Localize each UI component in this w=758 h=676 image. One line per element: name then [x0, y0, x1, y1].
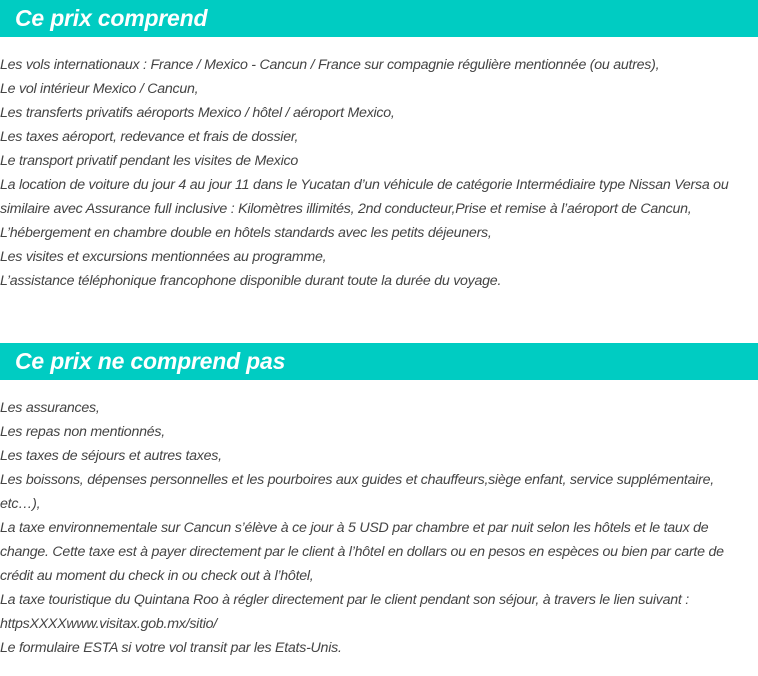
list-item: L’assistance téléphonique francophone disponible durant toute la durée du voyage.	[0, 273, 502, 289]
list-item: Les visites et excursions mentionnées au programme,	[0, 249, 327, 265]
excluded-items-list	[0, 396, 752, 660]
list-item: La taxe touristique du Quintana Roo à régler directement par le client pendant son séjour, à travers le lien suivant : httpsXXXXwww.visitax.gob.mx/sitio/	[0, 592, 689, 632]
list-item: Les assurances,	[0, 400, 100, 416]
list-item: L’hébergement en chambre double en hôtels standards avec les petits déjeuners,	[0, 225, 492, 241]
list-item: La taxe environnementale sur Cancun s’élève à ce jour à 5 USD par chambre et par nuit selon les hôtels et le taux de change. Cette taxe est à payer directement par le client à l’hôtel en dollars ou en pesos en espèces ou bien par carte de crédit au moment du check in ou check out à l’hôtel,	[0, 520, 724, 584]
list-item: La location de voiture du jour 4 au jour 11 dans le Yucatan d’un véhicule de catégorie Intermédiaire type Nissan Versa ou similaire avec Assurance full inclusive : Kilomètres illimités, 2nd conducteur,Prise et remise à l’aéroport de Cancun,	[0, 177, 729, 217]
list-item: Les taxes de séjours et autres taxes,	[0, 448, 222, 464]
section-header-excluded	[0, 343, 758, 380]
included-items-list	[0, 53, 752, 293]
section-header-included	[0, 0, 758, 37]
section-title-excluded: Ce prix ne comprend pas	[15, 348, 286, 374]
list-item: Les repas non mentionnés,	[0, 424, 165, 440]
section-title-included: Ce prix comprend	[15, 5, 208, 31]
list-item: Les taxes aéroport, redevance et frais de dossier,	[0, 129, 299, 145]
list-item: Le vol intérieur Mexico / Cancun,	[0, 81, 199, 97]
list-item: Le transport privatif pendant les visites de Mexico	[0, 153, 298, 169]
list-item: Les boissons, dépenses personnelles et les pourboires aux guides et chauffeurs,siège enfant, service supplémentaire, etc…),	[0, 472, 714, 512]
list-item: Le formulaire ESTA si votre vol transit par les Etats-Unis.	[0, 640, 342, 656]
list-item: Les transferts privatifs aéroports Mexico / hôtel / aéroport Mexico,	[0, 105, 395, 121]
list-item: Les vols internationaux : France / Mexico - Cancun / France sur compagnie régulière mentionnée (ou autres),	[0, 57, 660, 73]
